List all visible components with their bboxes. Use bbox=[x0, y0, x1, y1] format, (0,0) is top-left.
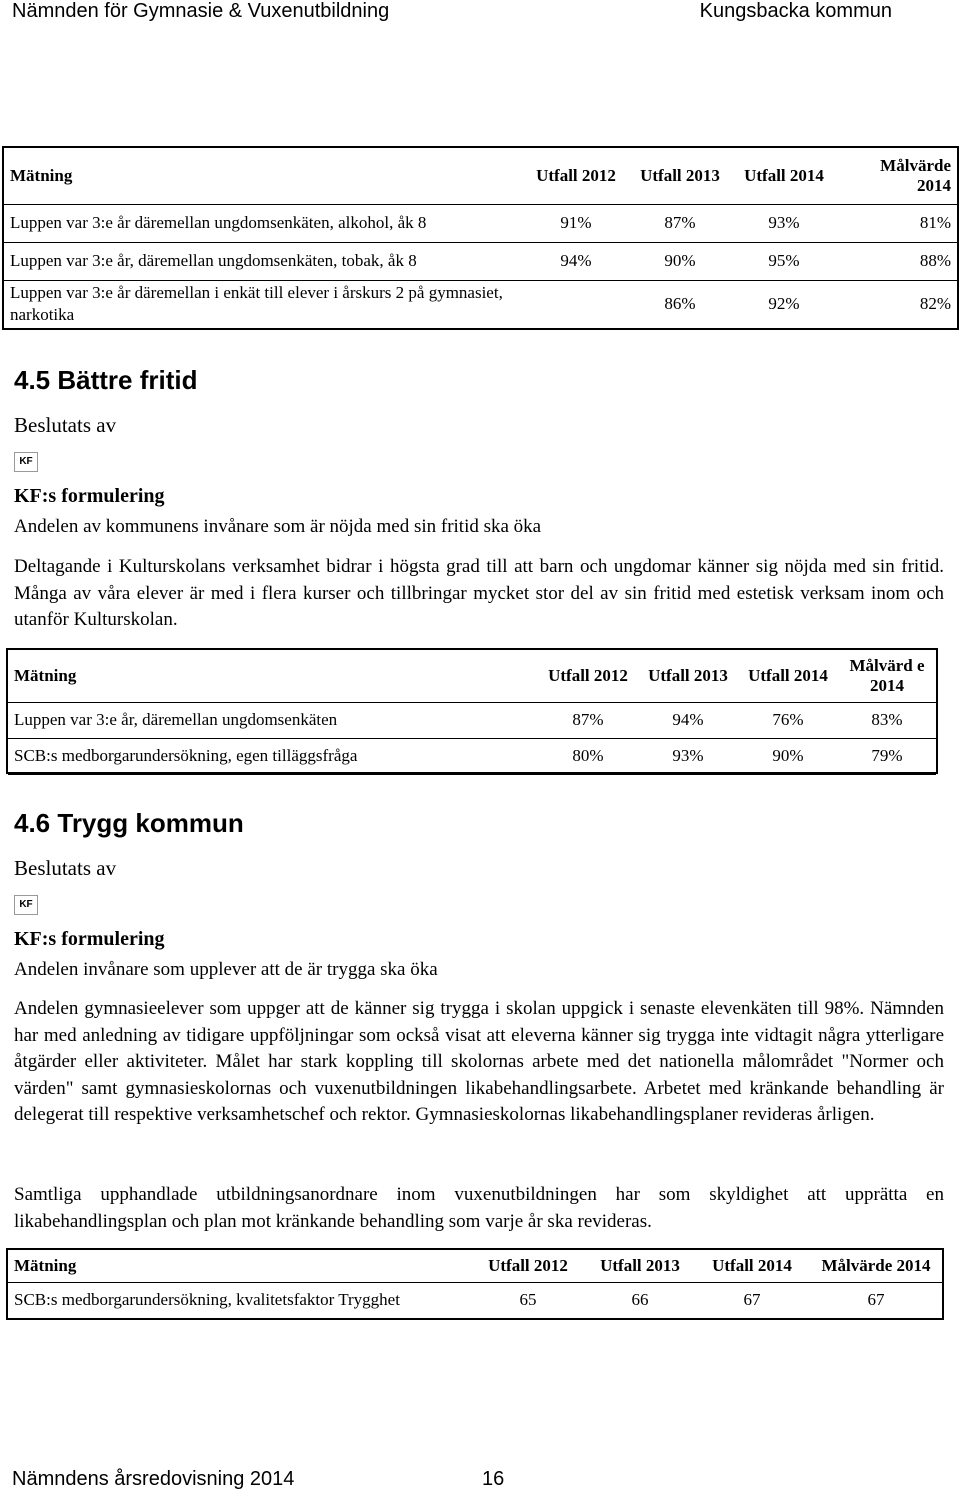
cell: 79% bbox=[838, 738, 936, 774]
cell: 90% bbox=[738, 738, 838, 774]
col-header: Utfall 2014 bbox=[732, 148, 836, 204]
cell: 81% bbox=[836, 204, 957, 242]
cell: 83% bbox=[838, 702, 936, 738]
kf-formulation-text: Andelen invånare som upplever att de är trygga ska öka bbox=[14, 959, 438, 980]
cell: 67 bbox=[867, 1290, 885, 1310]
col-header: Utfall 2013 bbox=[628, 148, 732, 204]
col-header: Utfall 2014 bbox=[696, 1250, 808, 1282]
cell: SCB:s medborgarundersökning, egen tilläggsfråga bbox=[8, 738, 538, 774]
kf-formulation-label: KF:s formulering bbox=[14, 485, 165, 507]
footer-title: Nämndens årsredovisning 2014 bbox=[12, 1468, 295, 1490]
kf-icon: KF bbox=[14, 895, 38, 915]
cell: SCB:s medborgarundersökning, kvalitetsfaktor Trygghet bbox=[14, 1290, 400, 1310]
cell: 76% bbox=[738, 702, 838, 738]
section-body: Deltagande i Kulturskolans verksamhet bidrar i högsta grad till att barn och ungdomar känner sig nöjda med sin fritid. Många av våra elever är med i flera kurser och tillbringar mycket stor del av sin fritid med estetisk verksam inom och utanför Kulturskolan. bbox=[14, 556, 944, 630]
cell: Luppen var 3:e år, däremellan ungdomsenkäten, tobak, åk 8 bbox=[4, 242, 524, 280]
header-municipality: Kungsbacka kommun bbox=[699, 0, 892, 22]
col-header: Mätning bbox=[4, 148, 524, 204]
cell: 93% bbox=[638, 738, 738, 774]
cell: 87% bbox=[538, 702, 638, 738]
cell: 95% bbox=[732, 242, 836, 280]
cell: 65 bbox=[519, 1290, 537, 1310]
cell: 66 bbox=[631, 1290, 649, 1310]
kf-icon: KF bbox=[14, 452, 38, 472]
col-header: Utfall 2013 bbox=[584, 1250, 696, 1282]
kf-formulation-text: Andelen av kommunens invånare som är nöjda med sin fritid ska öka bbox=[14, 516, 542, 537]
table-row bbox=[4, 280, 957, 328]
cell: 82% bbox=[919, 294, 951, 314]
decided-by-label: Beslutats av bbox=[14, 413, 117, 437]
table3-box bbox=[6, 1248, 944, 1320]
col-header: Målvärde 2014 bbox=[836, 148, 957, 204]
cell: 93% bbox=[732, 204, 836, 242]
section-title: 4.5 Bättre fritid bbox=[14, 365, 198, 395]
decided-by-label: Beslutats av bbox=[14, 856, 117, 880]
cell: 87% bbox=[628, 204, 732, 242]
header-org: Nämnden för Gymnasie & Vuxenutbildning bbox=[12, 0, 390, 22]
cell: 86% bbox=[664, 294, 696, 314]
page-header bbox=[0, 0, 960, 28]
table1-header-row bbox=[4, 148, 957, 204]
cell: 94% bbox=[524, 242, 628, 280]
cell: 92% bbox=[768, 294, 800, 314]
cell: 94% bbox=[638, 702, 738, 738]
table-row bbox=[4, 242, 957, 280]
section-body: Andelen gymnasieelever som uppger att de känner sig trygga i skolan uppgick i senaste elevenkäten till 98%. Nämnden har med anledning av tidigare uppföljningar som också visat att eleverna känner sig trygga inte vidtagit några ytterligare åtgärder eller aktiviteter. Målet har stark koppling till skolornas arbete med det nationella målområdet "Normer och värden" samt gymnasieskolornas och vuxenutbildningen likabehandlingsarbete. Arbetet med kränkande behandling är delegerat till respektive verksamhetschef och rektor. Gymnasieskolornas likabehandlingsplaner revideras årligen. bbox=[14, 998, 944, 1125]
col-header: Målvärd e 2014 bbox=[838, 650, 936, 702]
cell: 80% bbox=[538, 738, 638, 774]
kf-formulation-label: KF:s formulering bbox=[14, 928, 165, 950]
table-row bbox=[4, 204, 957, 242]
col-header: Utfall 2014 bbox=[738, 650, 838, 702]
col-header: Mätning bbox=[8, 1250, 472, 1282]
cell: 91% bbox=[524, 204, 628, 242]
cell bbox=[524, 280, 628, 328]
col-header: Utfall 2013 bbox=[638, 650, 738, 702]
col-header: Utfall 2012 bbox=[538, 650, 638, 702]
cell: Luppen var 3:e år däremellan ungdomsenkäten, alkohol, åk 8 bbox=[4, 204, 524, 242]
section-title: 4.6 Trygg kommun bbox=[14, 808, 244, 838]
cell: Luppen var 3:e år, däremellan ungdomsenkäten bbox=[8, 702, 538, 738]
cell: 67 bbox=[743, 1290, 761, 1310]
cell: 90% bbox=[628, 242, 732, 280]
cell: Luppen var 3:e år däremellan i enkät till elever i årskurs 2 på gymnasiet, narkotika bbox=[10, 283, 503, 325]
section-body-2: Samtliga upphandlade utbildningsanordnare inom vuxenutbildningen har som skyldighet att upprätta en likabehandlingsplan och plan mot kränkande behandling som varje år ska revideras. bbox=[14, 1184, 944, 1232]
table1 bbox=[4, 148, 957, 328]
col-header: Utfall 2012 bbox=[472, 1250, 584, 1282]
page-number: 16 bbox=[482, 1468, 505, 1490]
page-footer bbox=[12, 1468, 505, 1491]
col-header: Målvärde 2014 bbox=[808, 1250, 944, 1282]
cell: 88% bbox=[836, 242, 957, 280]
col-header: Mätning bbox=[8, 650, 538, 702]
table2-box bbox=[6, 648, 938, 774]
col-header: Utfall 2012 bbox=[524, 148, 628, 204]
